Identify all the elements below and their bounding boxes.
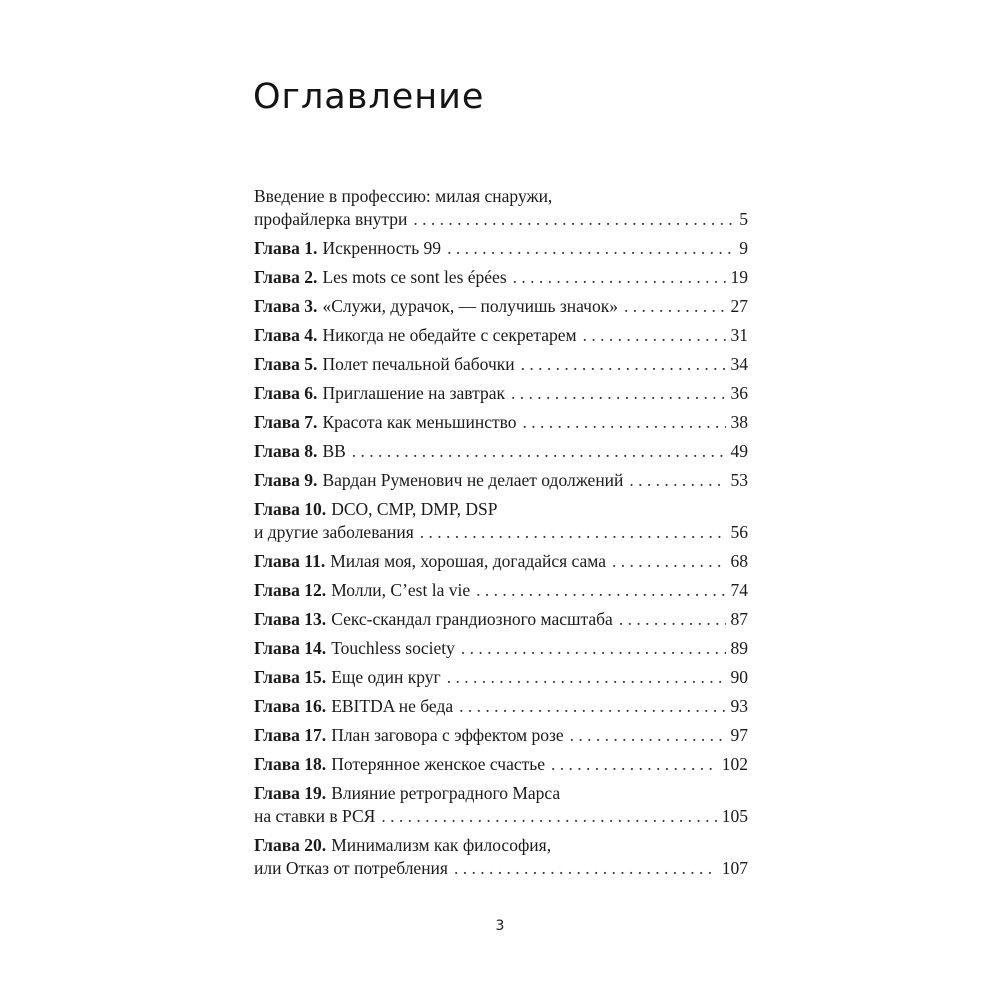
dot-leader	[454, 857, 717, 880]
toc-entry-line	[254, 579, 748, 602]
toc-entry-title: Милая моя, хорошая, догадайся сама	[330, 551, 607, 571]
toc-page-number: 53	[730, 470, 748, 490]
chapter-label: Глава 20.	[254, 835, 327, 855]
toc-entry-title-line1: DCO, CMP, DMP, DSP	[331, 499, 498, 519]
toc-entry-title-line1: Минимализм как философия,	[331, 835, 552, 855]
chapter-label: Глава 12.	[254, 580, 327, 600]
toc-entry-title: Les mots ce sont les épées	[322, 267, 507, 287]
toc-page-number: 34	[730, 354, 748, 374]
toc-page-number: 27	[730, 296, 748, 316]
toc-entry-title: Полет печальной бабочки	[322, 354, 515, 374]
toc-page-number: 102	[721, 754, 748, 774]
toc-entry[interactable]	[254, 266, 748, 289]
dot-leader	[619, 608, 726, 631]
dot-leader	[420, 521, 726, 544]
toc-page-number: 87	[730, 609, 748, 629]
toc-page-number: 93	[730, 696, 748, 716]
table-of-contents	[254, 185, 748, 886]
toc-entry[interactable]	[254, 782, 748, 828]
toc-entry[interactable]	[254, 237, 748, 260]
toc-entry-line	[254, 208, 748, 231]
chapter-label: Глава 19.	[254, 783, 327, 803]
toc-page-number: 9	[739, 238, 748, 258]
chapter-label: Глава 18.	[254, 754, 327, 774]
chapter-label: Глава 8.	[254, 441, 318, 461]
toc-entry[interactable]	[254, 382, 748, 405]
toc-entry-title: на ставки в РСЯ	[254, 806, 376, 826]
toc-page-number: 97	[730, 725, 748, 745]
chapter-label: Глава 6.	[254, 383, 318, 403]
toc-entry[interactable]	[254, 440, 748, 463]
dot-leader	[511, 382, 726, 405]
toc-entry[interactable]	[254, 353, 748, 376]
toc-entry-line	[254, 324, 748, 347]
toc-entry-line	[254, 805, 748, 828]
toc-entry-line	[254, 353, 748, 376]
dot-leader	[523, 411, 726, 434]
toc-entry-title: Еще один круг	[331, 667, 441, 687]
chapter-label: Глава 9.	[254, 470, 318, 490]
toc-entry-line	[254, 411, 748, 434]
dot-leader	[513, 266, 726, 289]
toc-page-number: 107	[721, 858, 748, 878]
toc-entry-line	[254, 295, 748, 318]
toc-entry-line	[254, 695, 748, 718]
toc-entry[interactable]	[254, 498, 748, 544]
toc-entry[interactable]	[254, 185, 748, 231]
chapter-label: Глава 16.	[254, 696, 327, 716]
toc-entry-line	[254, 382, 748, 405]
toc-page-number: 38	[730, 412, 748, 432]
toc-entry-line	[254, 637, 748, 660]
toc-entry-title: Секс-скандал грандиозного масштаба	[331, 609, 613, 629]
chapter-label: Глава 1.	[254, 238, 318, 258]
toc-entry-first-line	[254, 498, 748, 521]
dot-leader	[413, 208, 734, 231]
toc-page-number: 56	[730, 522, 748, 542]
page-title: Оглавление	[253, 77, 485, 117]
toc-entry[interactable]	[254, 724, 748, 747]
toc-entry-title: или Отказ от потребления	[254, 858, 448, 878]
toc-entry[interactable]	[254, 411, 748, 434]
toc-entry-first-line	[254, 185, 748, 208]
dot-leader	[381, 805, 716, 828]
chapter-label: Глава 3.	[254, 296, 318, 316]
toc-entry-line	[254, 266, 748, 289]
dot-leader	[570, 724, 726, 747]
toc-entry-line	[254, 666, 748, 689]
toc-entry-title: и другие заболевания	[254, 522, 414, 542]
toc-entry-title: Вардан Руменович не делает одолжений	[322, 470, 624, 490]
toc-entry[interactable]	[254, 834, 748, 880]
chapter-label: Глава 11.	[254, 551, 326, 571]
toc-entry-line	[254, 550, 748, 573]
toc-entry-line	[254, 753, 748, 776]
toc-page-number: 68	[730, 551, 748, 571]
toc-entry[interactable]	[254, 324, 748, 347]
toc-page-number: 31	[730, 325, 748, 345]
toc-entry-title: Touchless society	[331, 638, 455, 658]
chapter-label: Глава 4.	[254, 325, 318, 345]
toc-entry-title: «Служи, дурачок, — получишь значок»	[322, 296, 618, 316]
toc-entry-title: Молли, C’est la vie	[331, 580, 471, 600]
toc-entry-title: BB	[322, 441, 346, 461]
toc-entry-title: Никогда не обедайте с секретарем	[322, 325, 577, 345]
toc-entry-title: План заговора с эффектом розе	[331, 725, 564, 745]
toc-entry[interactable]	[254, 579, 748, 602]
toc-entry-title-line1: Введение в профессию: милая снаружи,	[254, 186, 553, 206]
dot-leader	[624, 295, 726, 318]
chapter-label: Глава 2.	[254, 267, 318, 287]
toc-entry-first-line	[254, 834, 748, 857]
toc-entry-title: Красота как меньшинство	[322, 412, 517, 432]
chapter-label: Глава 5.	[254, 354, 318, 374]
dot-leader	[352, 440, 726, 463]
toc-page-number: 5	[739, 209, 748, 229]
toc-entry-line	[254, 469, 748, 492]
toc-page-number: 74	[730, 580, 748, 600]
chapter-label: Глава 15.	[254, 667, 327, 687]
chapter-label: Глава 10.	[254, 499, 327, 519]
toc-page-number: 90	[730, 667, 748, 687]
chapter-label: Глава 14.	[254, 638, 327, 658]
toc-entry-first-line	[254, 782, 748, 805]
toc-entry[interactable]	[254, 295, 748, 318]
dot-leader	[521, 353, 726, 376]
toc-page-number: 89	[730, 638, 748, 658]
toc-entry-line	[254, 724, 748, 747]
dot-leader	[629, 469, 725, 492]
toc-entry[interactable]	[254, 695, 748, 718]
toc-page-number: 105	[721, 806, 748, 826]
toc-page-number: 19	[730, 267, 748, 287]
dot-leader	[447, 237, 734, 260]
toc-entry-title: профайлерка внутри	[254, 209, 408, 229]
toc-entry[interactable]	[254, 637, 748, 660]
chapter-label: Глава 17.	[254, 725, 327, 745]
toc-entry-title: Искренность 99	[322, 238, 442, 258]
dot-leader	[551, 753, 717, 776]
toc-entry[interactable]	[254, 666, 748, 689]
dot-leader	[459, 695, 725, 718]
toc-entry[interactable]	[254, 608, 748, 631]
toc-entry-line	[254, 857, 748, 880]
chapter-label: Глава 13.	[254, 609, 327, 629]
toc-entry[interactable]	[254, 550, 748, 573]
chapter-label: Глава 7.	[254, 412, 318, 432]
toc-entry-title: Потерянное женское счастье	[331, 754, 546, 774]
dot-leader	[447, 666, 726, 689]
toc-entry[interactable]	[254, 469, 748, 492]
toc-page-number: 36	[730, 383, 748, 403]
dot-leader	[461, 637, 726, 660]
toc-entry[interactable]	[254, 753, 748, 776]
toc-entry-title: Приглашение на завтрак	[322, 383, 505, 403]
toc-page-number: 49	[730, 441, 748, 461]
toc-entry-line	[254, 521, 748, 544]
page-number: 3	[495, 918, 505, 934]
dot-leader	[612, 550, 725, 573]
dot-leader	[583, 324, 726, 347]
dot-leader	[476, 579, 725, 602]
toc-entry-line	[254, 608, 748, 631]
toc-entry-title-line1: Влияние ретроградного Марса	[331, 783, 561, 803]
toc-entry-line	[254, 440, 748, 463]
toc-entry-line	[254, 237, 748, 260]
toc-entry-title: EBITDA не беда	[331, 696, 454, 716]
